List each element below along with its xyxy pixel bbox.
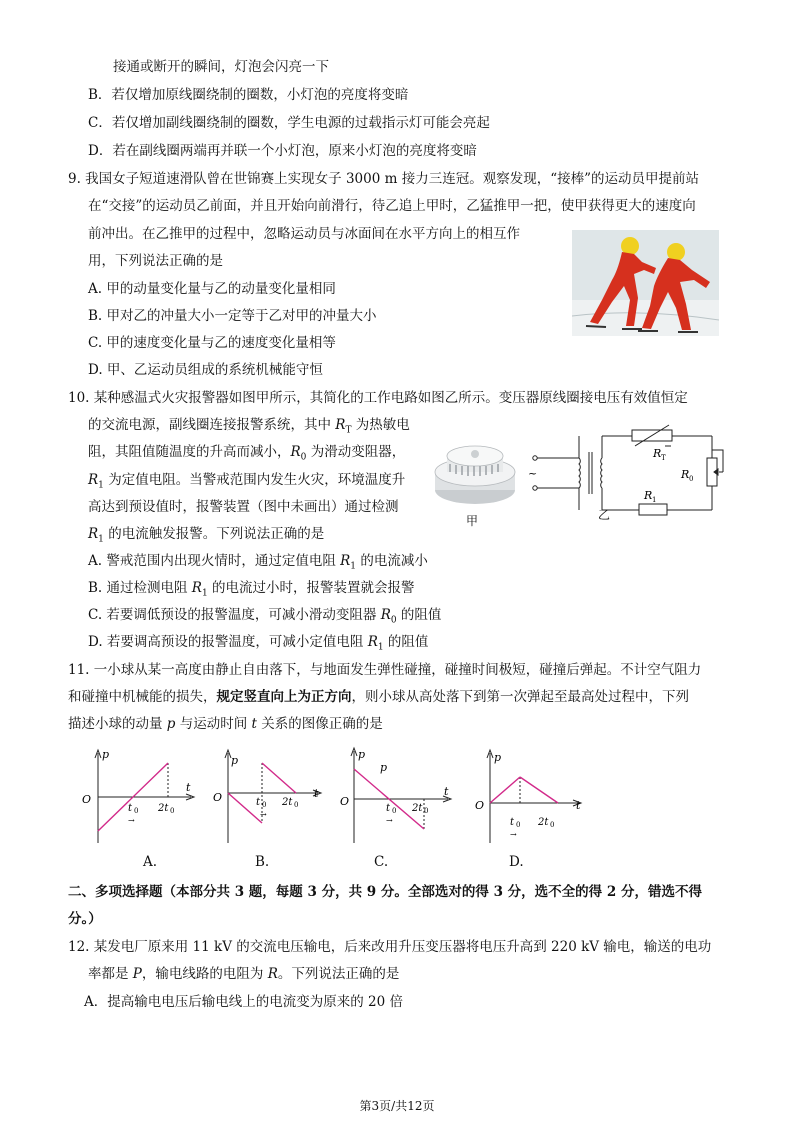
symbol-resistance: R: [267, 966, 278, 982]
section2-header-line2: 分。）: [68, 911, 102, 927]
q10-text: 阻，其阻值随温度的升高而减小，: [88, 444, 291, 460]
graph-label-a: A.: [143, 854, 158, 870]
tick-t0: t: [256, 797, 261, 808]
label-r0: R: [681, 468, 690, 481]
symbol-r0: R: [380, 607, 391, 623]
q12-text: ，输电线路的电阻为: [141, 966, 268, 982]
q10-stem-line3: [88, 443, 405, 467]
q10-text: 的电流过小时，报警装置就会报警: [207, 580, 415, 596]
graph-label-d: D.: [509, 854, 524, 870]
q10-text: 为定值电阻。当警戒范围内发生火灾，环境温度升: [103, 472, 406, 488]
q10-text: 的阻值: [383, 634, 429, 650]
q9-option-a: A. 甲的动量变化量与乙的动量变化量相同: [88, 281, 336, 297]
axis-t: t: [186, 781, 191, 794]
q10-option-a: [88, 552, 428, 576]
q11-text: 描述小球的动量: [68, 716, 167, 732]
tick-2t0: 2t: [158, 803, 169, 814]
tick-t0-sub: 0: [262, 801, 267, 809]
tick-t0-sub: 0: [516, 821, 521, 829]
symbol-r1-sub: 1: [350, 561, 357, 572]
q11-text: 与运动时间: [175, 716, 252, 732]
tick-2t0: 2t: [282, 797, 293, 808]
tick-2t0: 2t: [412, 803, 423, 814]
q11-stem-line3: [68, 715, 383, 733]
q10-text: C. 若要调低预设的报警温度，可减小滑动变阻器: [88, 607, 381, 623]
q11-text: 关系的图像正确的是: [256, 716, 383, 732]
q12-text: 率都是: [88, 966, 133, 982]
q10-option-c: [88, 606, 441, 630]
q9-option-d: D. 甲、乙运动员组成的系统机械能守恒: [88, 362, 323, 378]
alarm-circuit-diagram: [527, 422, 727, 522]
tick-2t0-sub: 0: [170, 807, 175, 815]
q8-option-b: B．若仅增加原线圈绕制的圈数，小灯泡的亮度将变暗: [88, 87, 409, 103]
tick-t0: t: [128, 803, 133, 814]
tick-2t0-sub: 0: [550, 821, 555, 829]
q12-stem-line1: 12. 某发电厂原来用 11 kV 的交流电压输电，后来改用升压变压器将电压升高到 220 kV 输电，输送的电功: [68, 939, 712, 955]
graph-b: [210, 745, 330, 845]
tick-t0-sub: 0: [392, 807, 397, 815]
tick-t0: t: [510, 817, 515, 828]
symbol-r1: R: [340, 553, 351, 569]
symbol-r1: R: [88, 526, 99, 542]
symbol-rt-sub: T: [345, 425, 352, 436]
q9-stem-line1: 9. 我国女子短道速滑队曾在世锦赛上实现女子 3000 m 接力三连冠。观察发现，“接棒”的运动员甲提前站: [68, 171, 700, 187]
symbol-rt: R: [335, 417, 346, 433]
q10-option-b: [88, 579, 415, 603]
q10-stem-line4: [88, 471, 405, 495]
tick-t0: t: [386, 803, 391, 814]
axis-t: t: [444, 785, 449, 798]
symbol-r0-sub: 0: [390, 615, 397, 626]
q10-text: A. 警戒范围内出现火情时，通过定值电阻: [88, 553, 341, 569]
q9-stem-line2: 在“交接”的运动员乙前面，并且开始向前滑行，待乙追上甲时，乙猛推甲一把，使甲获得更大的速度向: [88, 198, 696, 214]
axis-p: p: [102, 748, 110, 761]
arrow-mark: →: [128, 816, 135, 825]
arrow-mark: →: [510, 830, 517, 839]
label-r1: R: [644, 489, 653, 502]
q9-option-b: B. 甲对乙的冲量大小一定等于乙对甲的冲量大小: [88, 308, 377, 324]
q11-stem-line1: 11. 一小球从某一高度由静止自由落下，与地面发生弹性碰撞，碰撞时间极短，碰撞后弹起。不计空气阻力: [68, 662, 702, 678]
q9-stem-line3: 前冲出。在乙推甲的过程中，忽略运动员与冰面间在水平方向上的相互作: [88, 226, 520, 242]
symbol-r1: R: [191, 580, 202, 596]
axis-p-secondary: p: [380, 761, 388, 774]
q10-stem-line6: [88, 525, 324, 549]
q12-stem-line2: [88, 965, 399, 983]
symbol-r1-sub: 1: [98, 534, 104, 545]
q11-text-bold: 规定竖直向上为正方向: [216, 689, 352, 705]
origin-label: O: [213, 791, 223, 804]
ac-source-symbol: ~: [528, 467, 538, 480]
figure-label-yi: 乙: [598, 508, 611, 522]
graph-label-b: B.: [255, 854, 270, 870]
figure-label-jia: 甲: [466, 514, 479, 528]
q10-text: B. 通过检测电阻: [88, 580, 192, 596]
graph-c: [340, 745, 460, 845]
q10-text: 的阻值: [396, 607, 442, 623]
speed-skaters-photo: [572, 230, 719, 336]
symbol-r1: R: [367, 634, 378, 650]
origin-label: O: [82, 793, 92, 806]
origin-label: O: [475, 799, 485, 812]
q10-text: 为滑动变阻器，: [306, 444, 406, 460]
arrow-mark: →: [386, 816, 393, 825]
q9-stem-line4: 用，下列说法正确的是: [88, 253, 223, 269]
symbol-r1-sub: 1: [377, 642, 384, 653]
tick-t0-sub: 0: [134, 807, 139, 815]
symbol-r1-sub: 1: [201, 588, 208, 599]
axis-p: p: [494, 751, 502, 764]
q10-text: 为热敏电: [351, 417, 410, 433]
q8-option-d: D．若在副线圈两端再并联一个小灯泡，原来小灯泡的亮度将变暗: [88, 143, 477, 159]
q10-stem-line5: 高达到预设值时，报警装置（图中未画出）通过检测: [88, 499, 399, 515]
q11-text: ，则小球从高处落下到第一次弹起至最高处过程中，下列: [351, 689, 689, 705]
q8-option-c: C．若仅增加副线圈绕制的圈数，学生电源的过载指示灯可能会亮起: [88, 115, 490, 131]
label-r1-sub: 1: [652, 496, 657, 504]
tick-2t0: 2t: [538, 817, 549, 828]
symbol-r0-sub: 0: [300, 452, 307, 463]
q10-text: 的电流触发报警。下列说法正确的是: [103, 526, 325, 542]
label-r0-sub: 0: [689, 475, 694, 483]
q10-option-d: [88, 633, 428, 657]
smoke-detector-figure: [430, 432, 520, 522]
axis-t: t: [576, 799, 581, 812]
arrow-mark: →: [260, 810, 267, 819]
section2-header-line1: 二、多项选择题（本部分共 3 题，每题 3 分，共 9 分。全部选对的得 3 分，选不全的得 2 分，错选不得: [68, 884, 702, 900]
q9-option-c: C. 甲的速度变化量与乙的速度变化量相等: [88, 335, 336, 351]
q10-stem-line2: [88, 416, 410, 440]
axis-t: t: [314, 787, 319, 800]
tick-2t0-sub: 0: [424, 807, 429, 815]
axis-p: p: [231, 754, 239, 767]
q12-text: 。下列说法正确的是: [277, 966, 400, 982]
symbol-t: t: [251, 716, 257, 732]
q10-stem-line1: 10. 某种感温式火灾报警器如图甲所示，其简化的工作电路如图乙所示。变压器原线圈接电压有效值恒定: [68, 390, 688, 406]
symbol-r1: R: [88, 472, 99, 488]
q8-continuation: 接通或断开的瞬间，灯泡会闪亮一下: [113, 59, 329, 75]
symbol-power: P: [132, 966, 142, 982]
label-rt-sub: T: [661, 454, 666, 462]
symbol-r0: R: [290, 444, 301, 460]
q12-option-a: A．提高输电电压后输电线上的电流变为原来的 20 倍: [84, 994, 404, 1010]
q10-text: 的交流电源，副线圈连接报警系统，其中: [88, 417, 336, 433]
axis-p: p: [358, 748, 366, 761]
label-rt: R: [653, 447, 662, 460]
page-footer: 第3页/共12页: [359, 1099, 435, 1113]
graph-a: [78, 745, 198, 845]
q10-text: D. 若要调高预设的报警温度，可减小定值电阻: [88, 634, 368, 650]
symbol-p: p: [166, 716, 176, 732]
graph-label-c: C.: [374, 854, 389, 870]
q11-stem-line2: [68, 688, 689, 706]
tick-2t0-sub: 0: [294, 801, 299, 809]
q10-text: 的电流减小: [356, 553, 428, 569]
graph-d: [472, 745, 592, 845]
symbol-r1-sub: 1: [98, 480, 104, 491]
q11-text: 和碰撞中机械能的损失，: [68, 689, 217, 705]
origin-label: O: [340, 795, 350, 808]
